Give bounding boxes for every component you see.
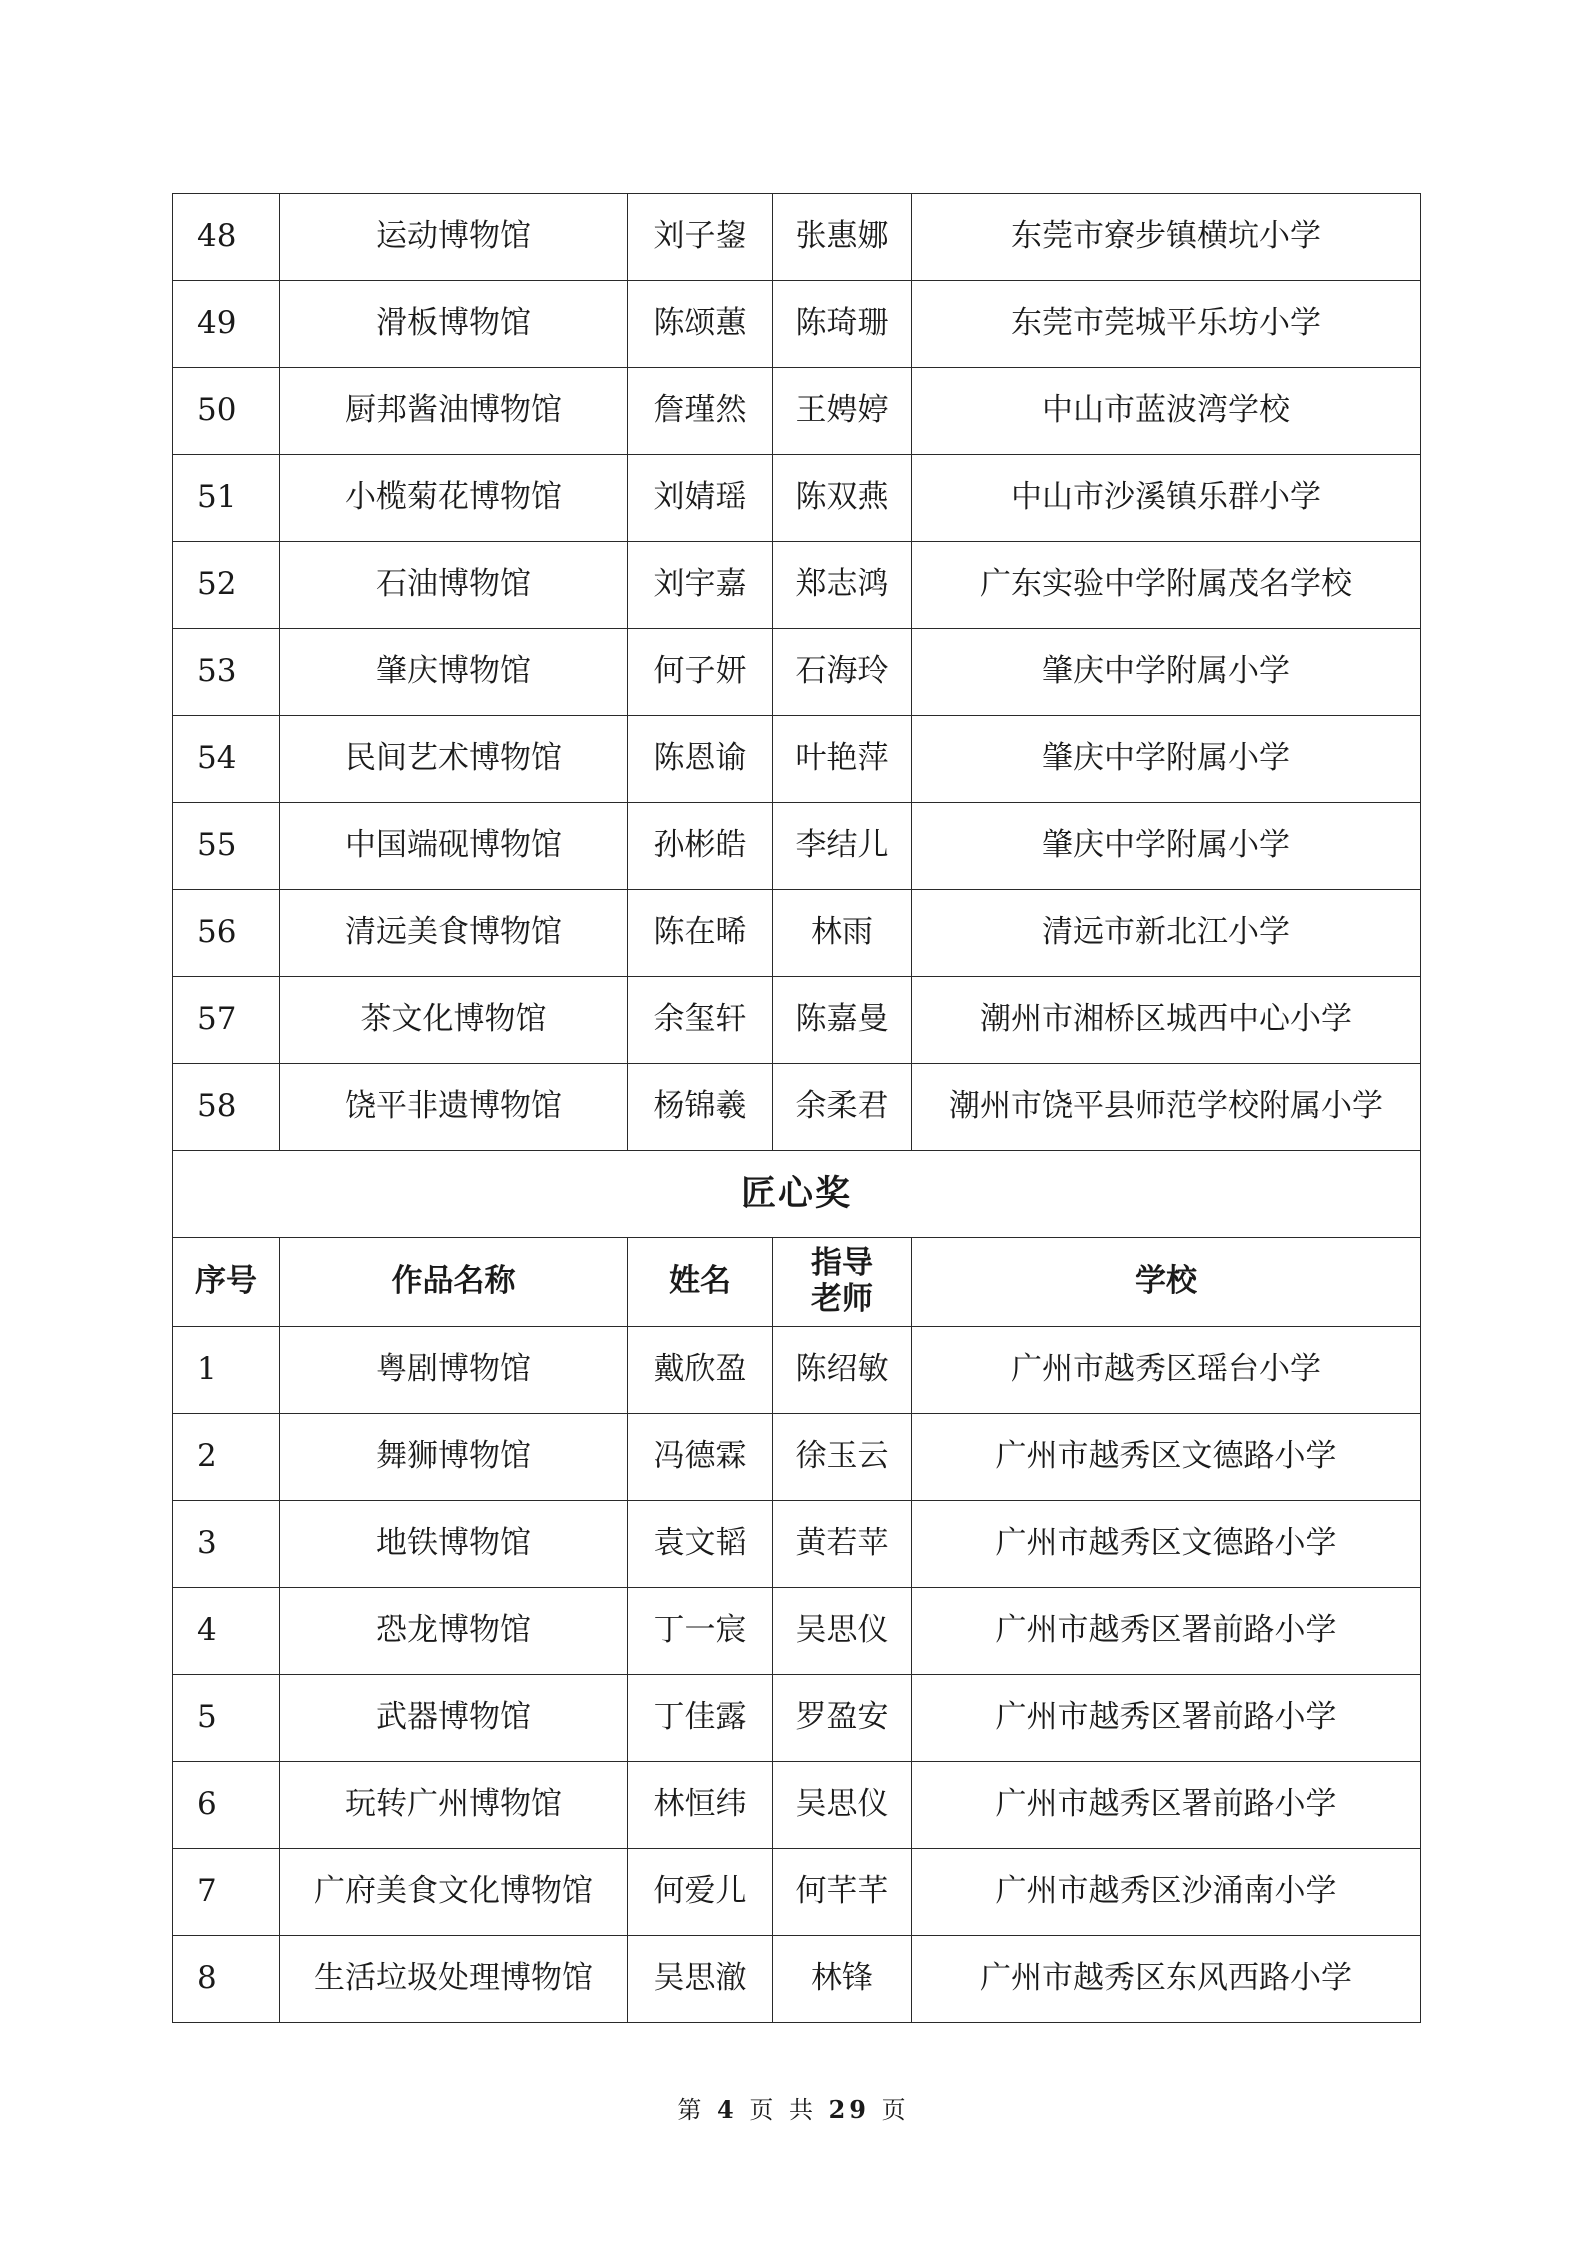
teacher-name: 吴思仪 xyxy=(773,1762,912,1849)
work-title: 滑板博物馆 xyxy=(280,281,628,368)
work-title: 玩转广州博物馆 xyxy=(280,1762,628,1849)
row-number: 7 xyxy=(173,1849,280,1936)
table-row xyxy=(173,803,1421,890)
teacher-name: 何芊芊 xyxy=(773,1849,912,1936)
school-name: 中山市沙溪镇乐群小学 xyxy=(912,455,1421,542)
work-title: 中国端砚博物馆 xyxy=(280,803,628,890)
page-footer xyxy=(0,2090,1587,2125)
row-number: 50 xyxy=(173,368,280,455)
teacher-name: 林雨 xyxy=(773,890,912,977)
work-title: 舞狮博物馆 xyxy=(280,1414,628,1501)
student-name: 杨锦羲 xyxy=(628,1064,773,1151)
student-name: 戴欣盈 xyxy=(628,1327,773,1414)
row-number: 8 xyxy=(173,1936,280,2023)
work-title: 运动博物馆 xyxy=(280,194,628,281)
teacher-name: 罗盈安 xyxy=(773,1675,912,1762)
table-row xyxy=(173,1936,1421,2023)
school-name: 广州市越秀区文德路小学 xyxy=(912,1501,1421,1588)
student-name: 丁佳露 xyxy=(628,1675,773,1762)
footer-suffix: 页 xyxy=(881,2096,910,2124)
work-title: 小榄菊花博物馆 xyxy=(280,455,628,542)
student-name: 袁文韬 xyxy=(628,1501,773,1588)
student-name: 何子妍 xyxy=(628,629,773,716)
teacher-name: 郑志鸿 xyxy=(773,542,912,629)
teacher-name: 余柔君 xyxy=(773,1064,912,1151)
teacher-name: 石海玲 xyxy=(773,629,912,716)
work-title: 粤剧博物馆 xyxy=(280,1327,628,1414)
awards-table-body xyxy=(173,194,1421,2023)
row-number: 52 xyxy=(173,542,280,629)
teacher-name: 李结儿 xyxy=(773,803,912,890)
work-title: 民间艺术博物馆 xyxy=(280,716,628,803)
school-name: 广州市越秀区沙涌南小学 xyxy=(912,1849,1421,1936)
school-name: 潮州市饶平县师范学校附属小学 xyxy=(912,1064,1421,1151)
student-name: 陈恩谕 xyxy=(628,716,773,803)
row-number: 56 xyxy=(173,890,280,977)
section-title: 匠心奖 xyxy=(173,1151,1421,1238)
school-name: 广州市越秀区文德路小学 xyxy=(912,1414,1421,1501)
row-number: 53 xyxy=(173,629,280,716)
table-row xyxy=(173,1064,1421,1151)
row-number: 57 xyxy=(173,977,280,1064)
teacher-name: 陈琦珊 xyxy=(773,281,912,368)
row-number: 48 xyxy=(173,194,280,281)
work-title: 肇庆博物馆 xyxy=(280,629,628,716)
school-name: 肇庆中学附属小学 xyxy=(912,803,1421,890)
school-name: 中山市蓝波湾学校 xyxy=(912,368,1421,455)
footer-middle: 页 共 xyxy=(749,2096,817,2124)
table-row xyxy=(173,629,1421,716)
table-header-row xyxy=(173,1238,1421,1327)
row-number: 1 xyxy=(173,1327,280,1414)
school-name: 广州市越秀区署前路小学 xyxy=(912,1762,1421,1849)
work-title: 石油博物馆 xyxy=(280,542,628,629)
header-teacher xyxy=(773,1238,912,1327)
teacher-name: 陈嘉曼 xyxy=(773,977,912,1064)
student-name: 刘婧瑶 xyxy=(628,455,773,542)
school-name: 肇庆中学附属小学 xyxy=(912,716,1421,803)
work-title: 恐龙博物馆 xyxy=(280,1588,628,1675)
school-name: 广州市越秀区东风西路小学 xyxy=(912,1936,1421,2023)
work-title: 清远美食博物馆 xyxy=(280,890,628,977)
row-number: 6 xyxy=(173,1762,280,1849)
header-teacher-line2: 老师 xyxy=(811,1281,873,1317)
header-teacher-line1: 指导 xyxy=(811,1245,873,1282)
student-name: 何爱儿 xyxy=(628,1849,773,1936)
school-name: 广州市越秀区署前路小学 xyxy=(912,1675,1421,1762)
work-title: 茶文化博物馆 xyxy=(280,977,628,1064)
teacher-name: 吴思仪 xyxy=(773,1588,912,1675)
teacher-name: 王娉婷 xyxy=(773,368,912,455)
work-title: 武器博物馆 xyxy=(280,1675,628,1762)
student-name: 余玺轩 xyxy=(628,977,773,1064)
school-name: 东莞市寮步镇横坑小学 xyxy=(912,194,1421,281)
student-name: 陈在晞 xyxy=(628,890,773,977)
row-number: 54 xyxy=(173,716,280,803)
work-title: 饶平非遗博物馆 xyxy=(280,1064,628,1151)
teacher-name: 叶艳萍 xyxy=(773,716,912,803)
table-row xyxy=(173,194,1421,281)
row-number: 3 xyxy=(173,1501,280,1588)
school-name: 东莞市莞城平乐坊小学 xyxy=(912,281,1421,368)
header-school: 学校 xyxy=(912,1238,1421,1327)
table-row xyxy=(173,281,1421,368)
work-title: 广府美食文化博物馆 xyxy=(280,1849,628,1936)
section-title-row xyxy=(173,1151,1421,1238)
school-name: 广州市越秀区署前路小学 xyxy=(912,1588,1421,1675)
school-name: 广东实验中学附属茂名学校 xyxy=(912,542,1421,629)
student-name: 林恒纬 xyxy=(628,1762,773,1849)
row-number: 49 xyxy=(173,281,280,368)
footer-total-pages: 29 xyxy=(828,2095,871,2124)
table-row xyxy=(173,1849,1421,1936)
row-number: 55 xyxy=(173,803,280,890)
student-name: 陈颂蕙 xyxy=(628,281,773,368)
table-row xyxy=(173,890,1421,977)
school-name: 潮州市湘桥区城西中心小学 xyxy=(912,977,1421,1064)
student-name: 吴思澈 xyxy=(628,1936,773,2023)
teacher-name: 林锋 xyxy=(773,1936,912,2023)
table-row xyxy=(173,1588,1421,1675)
row-number: 58 xyxy=(173,1064,280,1151)
student-name: 冯德霖 xyxy=(628,1414,773,1501)
teacher-name: 陈绍敏 xyxy=(773,1327,912,1414)
table-row xyxy=(173,455,1421,542)
student-name: 刘子鋆 xyxy=(628,194,773,281)
header-work: 作品名称 xyxy=(280,1238,628,1327)
table-row xyxy=(173,542,1421,629)
school-name: 肇庆中学附属小学 xyxy=(912,629,1421,716)
header-name: 姓名 xyxy=(628,1238,773,1327)
table-row xyxy=(173,1501,1421,1588)
student-name: 詹瑾然 xyxy=(628,368,773,455)
student-name: 刘宇嘉 xyxy=(628,542,773,629)
row-number: 4 xyxy=(173,1588,280,1675)
row-number: 51 xyxy=(173,455,280,542)
table-row xyxy=(173,1327,1421,1414)
teacher-name: 黄若苹 xyxy=(773,1501,912,1588)
work-title: 厨邦酱油博物馆 xyxy=(280,368,628,455)
teacher-name: 徐玉云 xyxy=(773,1414,912,1501)
awards-table xyxy=(172,193,1421,2023)
table-row xyxy=(173,977,1421,1064)
row-number: 5 xyxy=(173,1675,280,1762)
footer-page-number: 4 xyxy=(716,2095,738,2124)
table-row xyxy=(173,368,1421,455)
teacher-name: 张惠娜 xyxy=(773,194,912,281)
student-name: 孙彬皓 xyxy=(628,803,773,890)
teacher-name: 陈双燕 xyxy=(773,455,912,542)
school-name: 广州市越秀区瑶台小学 xyxy=(912,1327,1421,1414)
work-title: 地铁博物馆 xyxy=(280,1501,628,1588)
work-title: 生活垃圾处理博物馆 xyxy=(280,1936,628,2023)
row-number: 2 xyxy=(173,1414,280,1501)
header-number: 序号 xyxy=(173,1238,280,1327)
student-name: 丁一宸 xyxy=(628,1588,773,1675)
school-name: 清远市新北江小学 xyxy=(912,890,1421,977)
footer-prefix: 第 xyxy=(677,2096,706,2124)
table-row xyxy=(173,1675,1421,1762)
table-row xyxy=(173,716,1421,803)
table-row xyxy=(173,1762,1421,1849)
table-row xyxy=(173,1414,1421,1501)
